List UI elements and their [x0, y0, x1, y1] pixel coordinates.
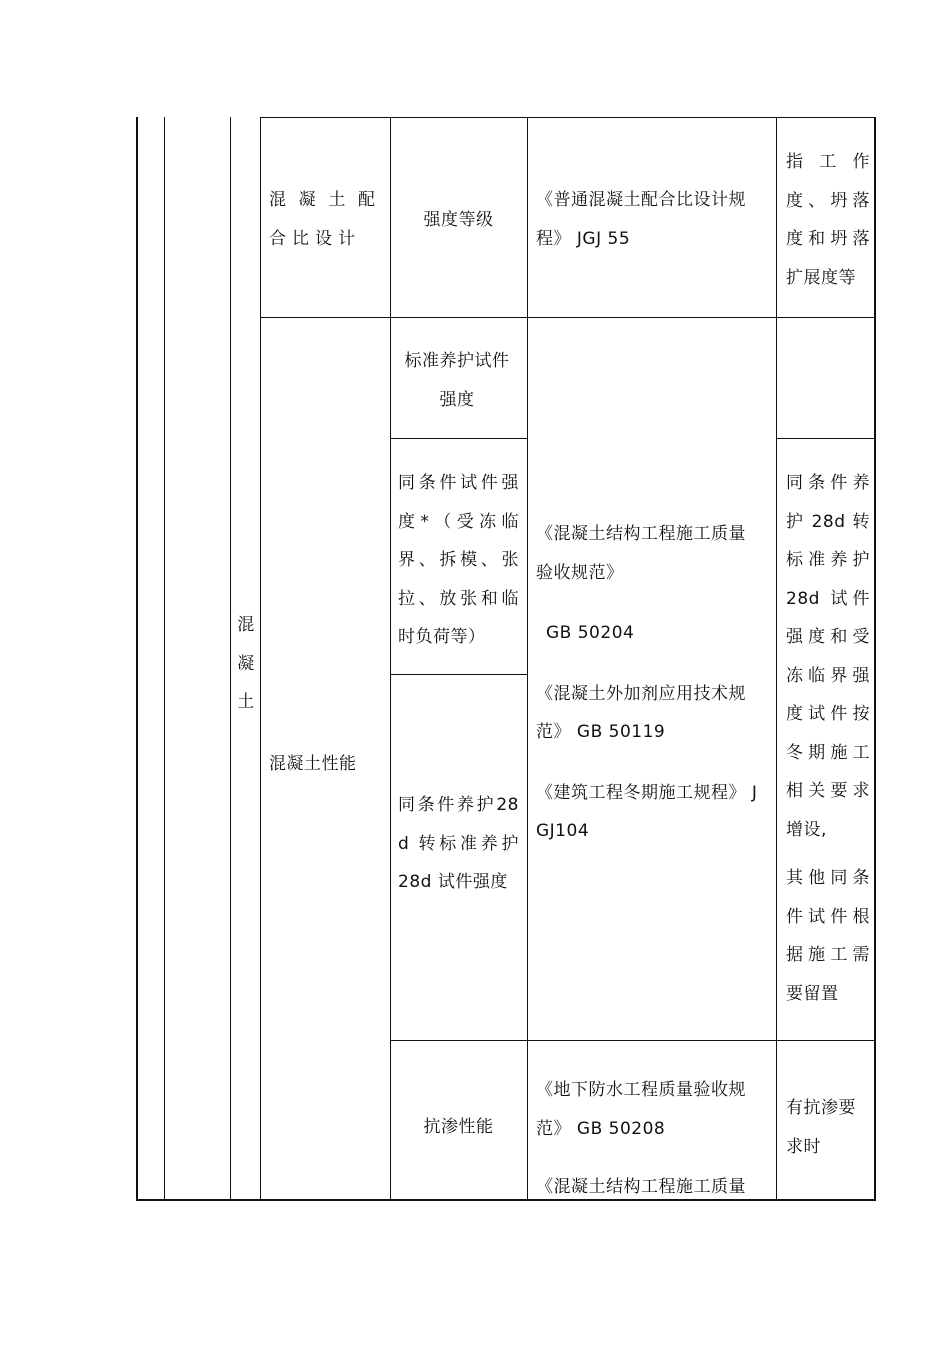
- standard-jgj55: 《普通混凝土配合比设计规程》 JGJ 55: [536, 190, 746, 249]
- param-same-condition-28d: 同条件养护28d 转标准养护 28d 试件强度: [398, 795, 519, 892]
- param-standard-curing: 标准养护试件强度: [404, 351, 510, 410]
- standard-gb50119: 《混凝土外加剂应用技术规范》 GB 50119: [536, 683, 746, 742]
- param-strength-grade: 强度等级: [423, 210, 494, 230]
- note-workability: 指工作度、坍落度和坍落扩展度等: [786, 152, 870, 288]
- standard-gb50204-continued: 《混凝土结构工程施工质量: [536, 1177, 746, 1197]
- param-same-condition: 同条件试件强度*（受冻临界、拆模、张拉、放张和临时负荷等）: [398, 473, 519, 647]
- standard-jgj104: 《建筑工程冬期施工规程》 JGJ104: [536, 782, 758, 841]
- table-row-divider: [776, 438, 876, 439]
- table-col-divider: [230, 117, 231, 1201]
- standards-impermeability: [536, 1071, 761, 1207]
- table-col-divider: [260, 117, 261, 1201]
- table-col-divider: [776, 117, 777, 1201]
- param-impermeability: 抗渗性能: [423, 1117, 494, 1137]
- table-row-divider: [390, 1040, 876, 1041]
- table-row-divider: [260, 317, 876, 318]
- table-border-right: [874, 117, 876, 1201]
- table-col-divider: [164, 117, 165, 1201]
- standards-block: [536, 515, 761, 851]
- note-winter-construction: [786, 464, 870, 1013]
- note-other-specimens: 其他同条件试件根据施工需要留置: [786, 868, 870, 1004]
- standard-gb50204-code: GB 50204: [546, 623, 635, 643]
- table-row-divider: [390, 674, 527, 675]
- table-col-divider: [527, 117, 528, 1201]
- table-row-divider: [390, 438, 527, 439]
- item-concrete-performance: 混凝土性能: [269, 754, 357, 774]
- note-winter-text: 同条件养护 28d 转标准养护 28d 试件强度和受冻临界强度试件按冬期施工相关要求增设,: [786, 473, 870, 840]
- table-border-top: [260, 117, 876, 118]
- table-border-bottom: [136, 1199, 876, 1201]
- standard-gb50204-title: 《混凝土结构工程施工质量验收规范》: [536, 524, 746, 583]
- standard-gb50208: 《地下防水工程质量验收规范》 GB 50208: [536, 1080, 746, 1139]
- table-col-divider: [390, 117, 391, 1201]
- table-border-left: [136, 117, 138, 1201]
- material-label: 混凝土: [237, 615, 255, 712]
- note-impermeability: 有抗渗要求时: [786, 1098, 856, 1157]
- item-mix-design: 混凝土配合比设计: [269, 190, 381, 249]
